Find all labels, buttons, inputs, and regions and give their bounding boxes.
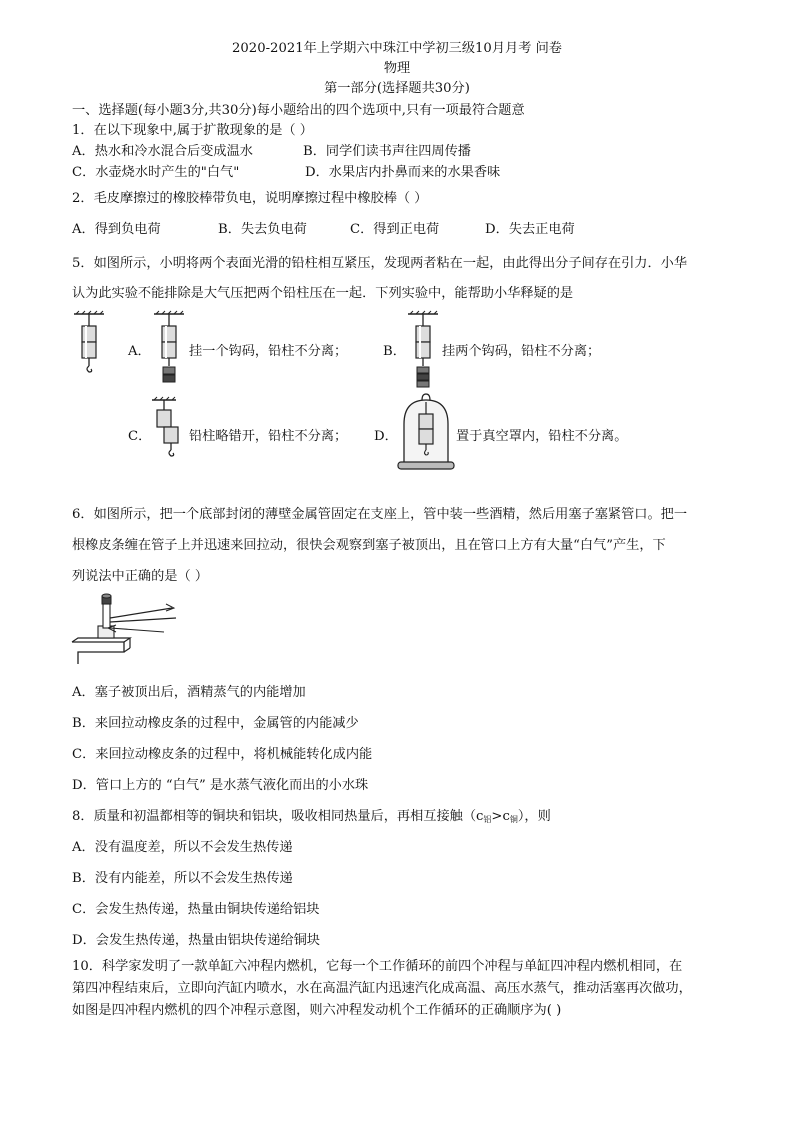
offset-cylinders-icon (150, 398, 190, 462)
q6-option-c: C．来回拉动橡皮条的过程中，将机械能转化成内能 (72, 747, 373, 762)
q8-stem-post: ），则 (517, 809, 551, 824)
q5-option-d-text: 置于真空罩内，铅柱不分离。 (456, 429, 628, 444)
q5-stem-line1: 5．如图所示，小明将两个表面光滑的铅柱相互紧压，发现两者粘在一起，由此得出分子间存在引力．小华 (72, 256, 688, 271)
bell-jar-icon (396, 392, 456, 472)
q8-option-d: D．会发生热传递，热量由铝块传递给铜块 (72, 933, 320, 948)
one-hook-weight-icon (152, 312, 186, 386)
q2-option-c: C．得到正电荷 (350, 222, 440, 237)
q10-stem-line3: 如图是四冲程内燃机的四个冲程示意图，则六冲程发动机个工作循环的正确顺序为( ) (72, 1003, 562, 1018)
q1-option-c: C．水壶烧水时产生的"白气" (72, 165, 240, 180)
part-title: 第一部分(选择题共30分) (324, 81, 470, 96)
q1-option-b: B．同学们读书声往四周传播 (303, 144, 471, 159)
q6-stem-line1: 6．如图所示，把一个底部封闭的薄壁金属管固定在支座上，管中装一些酒精，然后用塞子塞紧管口。把一 (72, 507, 688, 522)
q10-stem-line1: 10．科学家发明了一款单缸六冲程内燃机，它每一个工作循环的前四个冲程与单缸四冲程内燃机相同，在 (72, 959, 683, 974)
q10-stem-line2: 第四冲程结束后，立即向汽缸内喷水，水在高温汽缸内迅速汽化成高温、高压水蒸气，推动活塞再次做功， (72, 981, 692, 996)
q2-option-d: D．失去正电荷 (485, 222, 575, 237)
q5-stem-line2: 认为此实验不能排除是大气压把两个铅柱压在一起．下列实验中，能帮助小华释疑的是 (72, 286, 574, 301)
lead-cylinders-icon (72, 312, 106, 382)
q2-option-b: B．失去负电荷 (218, 222, 307, 237)
section-heading: 一、选择题(每小题3分,共30分)每小题给出的四个选项中,只有一项最符合题意 (72, 103, 525, 118)
q5-option-c-label: C． (128, 429, 152, 444)
q1-option-a: A．热水和冷水混合后变成温水 (72, 144, 253, 159)
q6-option-b: B．来回拉动橡皮条的过程中，金属管的内能减少 (72, 716, 359, 731)
q5-option-a-text: 挂一个钩码，铅柱不分离； (189, 344, 348, 359)
q1-option-d: D．水果店内扑鼻而来的水果香味 (305, 165, 501, 180)
q5-option-b-text: 挂两个钩码，铅柱不分离； (442, 344, 601, 359)
q6-option-d: D．管口上方的 “白气” 是水蒸气液化而出的小水珠 (72, 778, 369, 793)
q8-sub-copper: 铜 (509, 815, 518, 824)
q5-option-d-label: D． (374, 429, 398, 444)
q8-option-c: C．会发生热传递，热量由铜块传递给铝块 (72, 902, 320, 917)
metal-tube-apparatus-icon (72, 594, 182, 668)
q2-option-a: A．得到负电荷 (72, 222, 161, 237)
q8-option-a: A．没有温度差，所以不会发生热传递 (72, 840, 293, 855)
q2-stem: 2．毛皮摩擦过的橡胶棒带负电，说明摩擦过程中橡胶棒（ ） (72, 191, 428, 206)
q5-option-a-label: A． (128, 344, 151, 359)
exam-title: 2020-2021年上学期六中珠江中学初三级10月月考 问卷 (232, 41, 562, 56)
two-hook-weights-icon (406, 312, 440, 388)
q8-stem (72, 808, 551, 829)
q5-option-b-label: B． (383, 344, 406, 359)
subject-title: 物理 (383, 61, 411, 76)
q5-option-c-text: 铅柱略错开，铅柱不分离； (189, 429, 348, 444)
q8-stem-mid: >c (491, 809, 510, 824)
q8-stem-pre: 8．质量和初温都相等的铜块和铝块，吸收相同热量后，再相互接触（c (72, 809, 484, 824)
q6-stem-line2: 根橡皮条缠在管子上并迅速来回拉动，很快会观察到塞子被顶出，且在管口上方有大量“白气”产生，下 (72, 538, 666, 553)
q1-stem: 1．在以下现象中,属于扩散现象的是（ ） (72, 123, 313, 138)
q8-sub-aluminum: 铝 (483, 815, 492, 824)
q6-stem-line3: 列说法中正确的是（ ） (72, 569, 209, 584)
q6-option-a: A．塞子被顶出后，酒精蒸气的内能增加 (72, 685, 306, 700)
q8-option-b: B．没有内能差，所以不会发生热传递 (72, 871, 293, 886)
